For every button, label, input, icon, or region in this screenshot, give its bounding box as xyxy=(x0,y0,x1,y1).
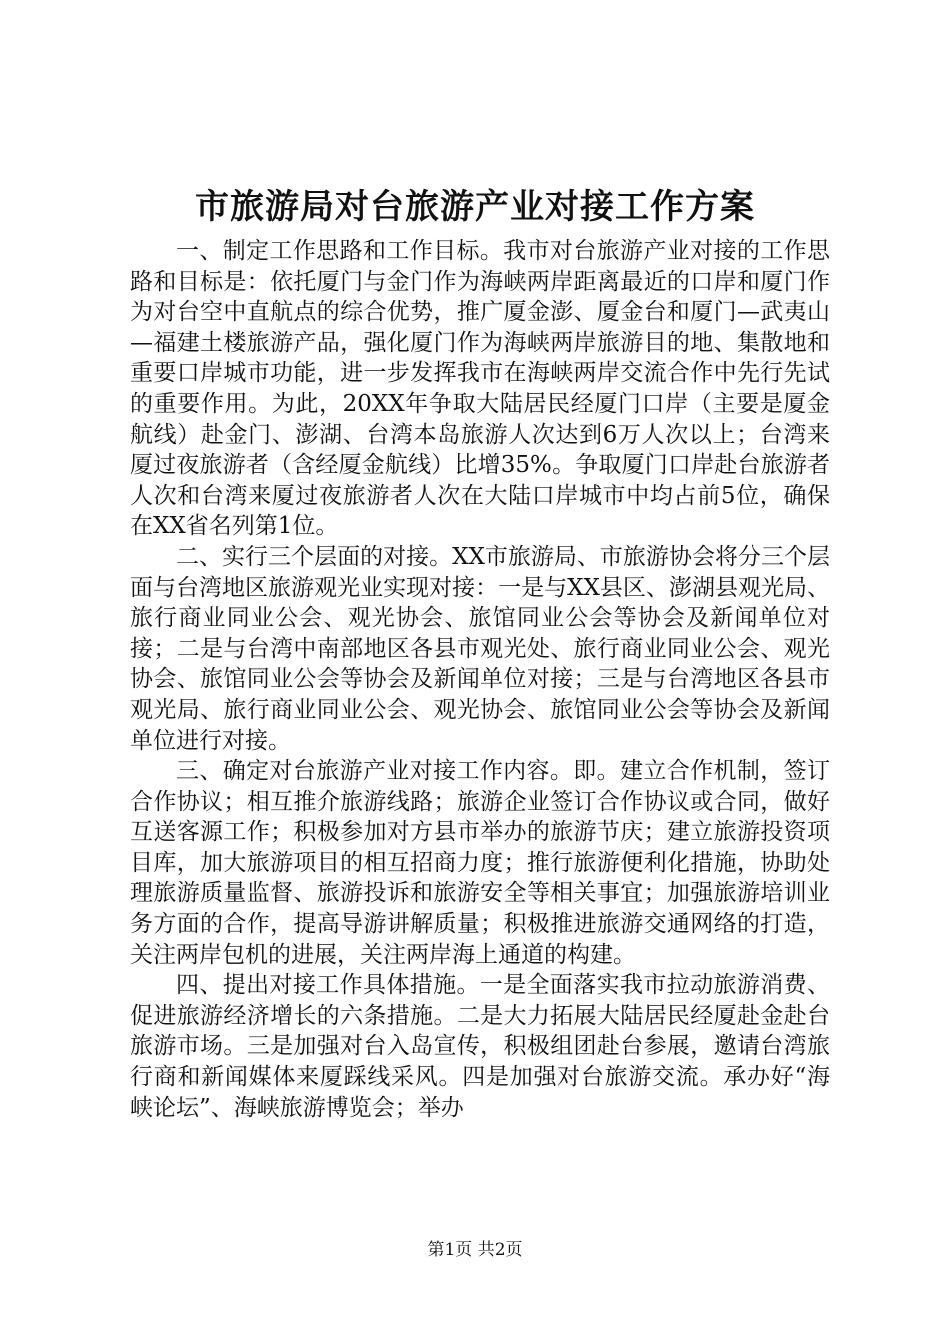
paragraph-3: 三、确定对台旅游产业对接工作内容。即。建立合作机制，签订合作协议；相互推介旅游线路；旅游企业签订合作协议或合同，做好互送客源工作；积极参加对方县市举办的旅游节庆；建立旅游投资项目库，加大旅游项目的相互招商力度；推行旅游便利化措施，协助处理旅游质量监督、旅游投诉和旅游安全等相关事宜；加强旅游培训业务方面的合作，提高导游讲解质量；积极推进旅游交通网络的打造，关注两岸包机的进展，关注两岸海上通道的构建。 xyxy=(130,758,830,968)
paragraph-4: 四、提出对接工作具体措施。一是全面落实我市拉动旅游消费、促进旅游经济增长的六条措施。二是大力拓展大陆居民经厦赴金赴台旅游市场。三是加强对台入岛宣传，积极组团赴台参展，邀请台湾旅行商和新闻媒体来厦踩线采风。四是加强对台旅游交流。承办好“海峡论坛”、海峡旅游博览会；举办 xyxy=(130,972,830,1121)
paragraph-1: 一、制定工作思路和工作目标。我市对台旅游产业对接的工作思路和目标是：依托厦门与金门作为海峡两岸距离最近的口岸和厦门作为对台空中直航点的综合优势，推广厦金澎、厦金台和厦门—武夷山—福建土楼旅游产品，强化厦门作为海峡两岸旅游目的地、集散地和重要口岸城市功能，进一步发挥我市在海峡两岸交流合作中先行先试的重要作用。为此，20XX年争取大陆居民经厦门口岸（主要是厦金航线）赴金门、澎湖、台湾本岛旅游人次达到6万人次以上；台湾来厦过夜旅游者（含经厦金航线）比增35%。争取厦门口岸赴台旅游者人次和台湾来厦过夜旅游者人次在大陆口岸城市中均占前5位，确保在XX省名列第1位。 xyxy=(130,238,830,540)
paragraph-2: 二、实行三个层面的对接。XX市旅游局、市旅游协会将分三个层面与台湾地区旅游观光业实现对接：一是与XX县区、澎湖县观光局、旅行商业同业公会、观光协会、旅馆同业公会等协会及新闻单位对接；二是与台湾中南部地区各县市观光处、旅行商业同业公会、观光协会、旅馆同业公会等协会及新闻单位对接；三是与台湾地区各县市观光局、旅行商业同业公会、观光协会、旅馆同业公会等协会及新闻单位进行对接。 xyxy=(130,543,830,754)
document-title: 市旅游局对台旅游产业对接工作方案 xyxy=(195,187,755,227)
document-body xyxy=(130,236,830,1123)
page-number-footer: 第1页 共2页 xyxy=(427,1240,523,1260)
